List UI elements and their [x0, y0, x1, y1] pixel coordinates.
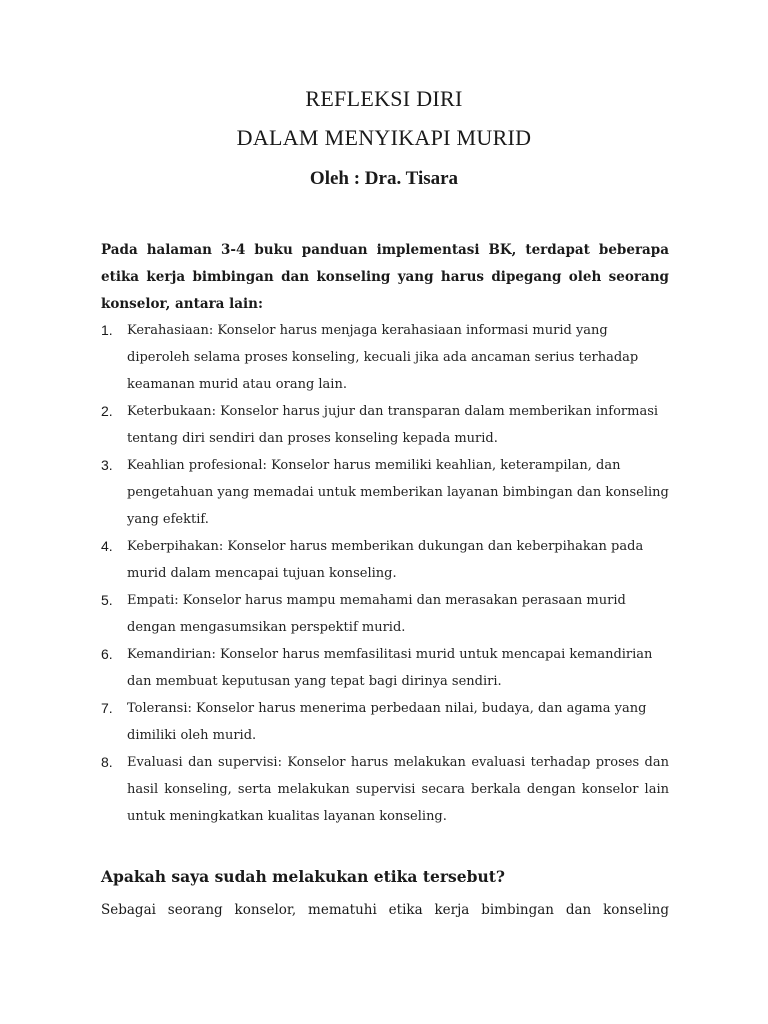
closing-paragraph: Sebagai seorang konselor, mematuhi etika kerja bimbingan dan konseling: [101, 902, 669, 918]
list-item: [101, 452, 669, 533]
list-item-number: 1.: [101, 322, 113, 338]
list-item-text: Keterbukaan: Konselor harus jujur dan transparan dalam memberikan informasi tentang diri sendiri dan proses konseling kepada murid.: [127, 404, 659, 446]
list-item: [101, 587, 669, 641]
list-item-number: 7.: [101, 700, 113, 716]
list-item-number: 4.: [101, 538, 113, 554]
document-subtitle: DALAM MENYIKAPI MURID: [236, 125, 532, 150]
list-item-number: 3.: [101, 457, 113, 473]
list-item: [101, 533, 669, 587]
list-item-text: Empati: Konselor harus mampu memahami dan merasakan perasaan murid dengan mengasumsikan perspektif murid.: [127, 593, 626, 635]
document-title: REFLEKSI DIRI: [305, 86, 463, 111]
section-heading: Apakah saya sudah melakukan etika tersebut?: [101, 867, 505, 886]
list-item-text: Keahlian profesional: Konselor harus memiliki keahlian, keterampilan, dan pengetahuan yang memadai untuk memberikan layanan bimbingan dan konseling yang efektif.: [127, 458, 669, 527]
list-item: [101, 695, 669, 749]
list-item-number: 2.: [101, 403, 113, 419]
list-item-text: Evaluasi dan supervisi: Konselor harus melakukan evaluasi terhadap proses dan hasil konseling, serta melakukan supervisi secara berkala dengan konselor lain untuk meningkatkan kualitas layanan konseling.: [127, 755, 669, 824]
list-item-text: Kerahasiaan: Konselor harus menjaga kerahasiaan informasi murid yang diperoleh selama proses konseling, kecuali jika ada ancaman serius terhadap keamanan murid atau orang lain.: [127, 323, 639, 392]
list-item-number: 6.: [101, 646, 113, 662]
ethics-list: [101, 317, 669, 830]
list-item-number: 5.: [101, 592, 113, 608]
list-item-text: Toleransi: Konselor harus menerima perbedaan nilai, budaya, dan agama yang dimiliki oleh murid.: [127, 701, 647, 743]
list-item: [101, 317, 669, 398]
list-item-text: Keberpihakan: Konselor harus memberikan dukungan dan keberpihakan pada murid dalam mencapai tujuan konseling.: [127, 539, 644, 581]
list-item-text: Kemandirian: Konselor harus memfasilitasi murid untuk mencapai kemandirian dan membuat keputusan yang tepat bagi dirinya sendiri.: [127, 647, 653, 689]
list-item: [101, 749, 669, 830]
intro-paragraph: Pada halaman 3-4 buku panduan implementasi BK, terdapat beberapa etika kerja bimbingan dan konseling yang harus dipegang oleh seorang konselor, antara lain:: [101, 242, 669, 312]
author-line: Oleh : Dra. Tisara: [309, 168, 459, 189]
list-item: [101, 398, 669, 452]
list-item-number: 8.: [101, 754, 113, 770]
list-item: [101, 641, 669, 695]
